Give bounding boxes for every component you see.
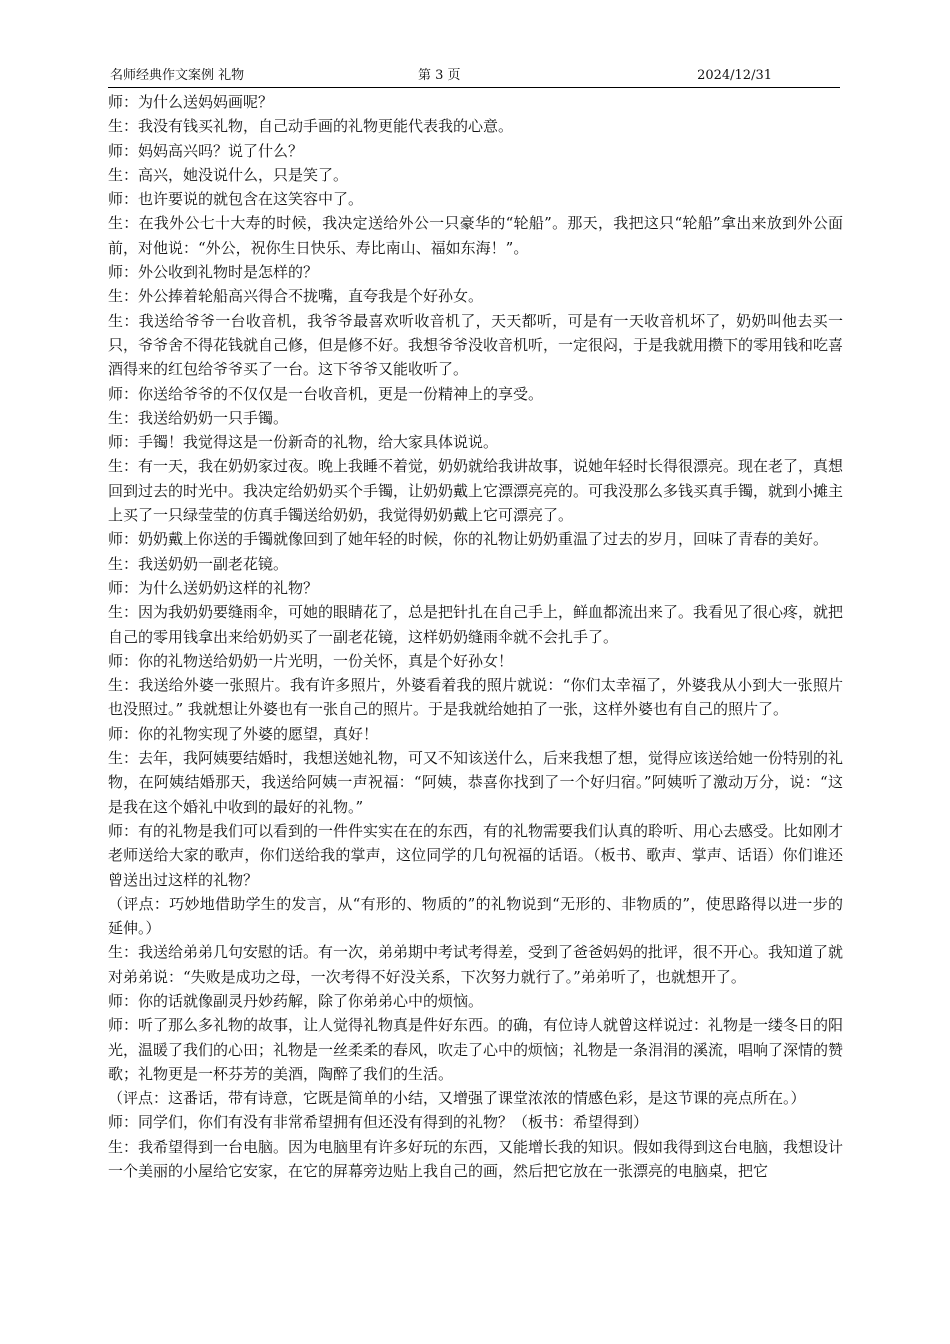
paragraph: 生：因为我奶奶要缝雨伞，可她的眼睛花了，总是把针扎在自己手上，鲜血都流出来了。我看见了很心疼，就把自己的零用钱拿出来给奶奶买了一副老花镜，这样奶奶缝雨伞就不会扎手了。 [108,603,844,646]
paragraph: 生：在我外公七十大寿的时候，我决定送给外公一只豪华的“轮船”。那天，我把这只“轮船”拿出来放到外公面前，对他说：“外公，祝你生日快乐、寿比南山、福如东海！”。 [108,214,843,257]
paragraph: 师：有的礼物是我们可以看到的一件件实实在在的东西，有的礼物需要我们认真的聆听、用心去感受。比如刚才老师送给大家的歌声，你们送给我的掌声，这位同学的几句祝福的话语。（板书、歌声、掌声、话语）你们谁还曾送出过这样的礼物？ [108,821,844,889]
paragraph: 师：你的礼物实现了外婆的愿望，真好！ [108,724,379,743]
paragraph: 生：我没有钱买礼物，自己动手画的礼物更能代表我的心意。 [108,117,514,136]
paragraph: 生：外公捧着轮船高兴得合不拢嘴，直夸我是个好孙女。 [108,287,484,306]
paragraph: 生：我送奶奶一副老花镜。 [108,554,289,573]
paragraph: 生：我送给爷爷一台收音机，我爷爷最喜欢听收音机了，天天都听，可是有一天收音机坏了，奶奶叫他去买一只，爷爷舍不得花钱就自己修，但是修不好。我想爷爷没收音机听，一定很闷，于是我就用攒下的零用钱和吃喜酒得来的红包给爷爷买了一台。这下爷爷又能收听了。 [108,311,844,379]
paragraph: 生：有一天，我在奶奶家过夜。晚上我睡不着觉，奶奶就给我讲故事，说她年轻时长得很漂亮。现在老了，真想回到过去的时光中。我决定给奶奶买个手镯，让奶奶戴上它漂漂亮亮的。可我没那么多钱买真手镯，就到小摊主上买了一只绿莹莹的仿真手镯送给奶奶，我觉得奶奶戴上它可漂亮了。 [108,457,844,525]
paragraph: 师：奶奶戴上你送的手镯就像回到了她年轻的时候，你的礼物让奶奶重温了过去的岁月，回味了青春的美好。 [108,530,829,549]
paragraph: 生：我送给奶奶一只手镯。 [108,408,289,427]
paragraph: 师：妈妈高兴吗？说了什么？ [108,141,304,160]
paragraph: 师：你的话就像副灵丹妙药解，除了你弟弟心中的烦恼。 [108,991,484,1010]
paragraph: 师：手镯！我觉得这是一份新奇的礼物，给大家具体说说。 [108,433,499,452]
header-title: 名师经典作文案例 礼物 [110,68,245,83]
paragraph: 师：听了那么多礼物的故事，让人觉得礼物真是件好东西。的确，有位诗人就曾这样说过：礼物是一缕冬日的阳光，温暖了我们的心田；礼物是一丝柔柔的春风，吹走了心中的烦恼；礼物是一条涓涓的溪流，唱响了深情的赞歌；礼物更是一杯芬芳的美酒，陶醉了我们的生活。 [108,1016,844,1083]
paragraph: 生：我希望得到一台电脑。因为电脑里有许多好玩的东西，又能增长我的知识。假如我得到这台电脑，我想设计一个美丽的小屋给它安家，在它的屏幕旁边贴上我自己的画，然后把它放在一张漂亮的电脑桌，把它 [108,1137,844,1181]
paragraph: 师：为什么送妈妈画呢？ [108,93,274,111]
paragraph: 师：同学们，你们有没有非常希望拥有但还没有得到的礼物？（板书：希望得到） [108,1113,649,1132]
paragraph: 生：我送给弟弟几句安慰的话。有一次，弟弟期中考试考得差，受到了爸爸妈妈的批评，很不开心。我知道了就对弟弟说：“失败是成功之母，一次考得不好没关系，下次努力就行了。”弟弟听了，也就想开了。 [108,943,844,986]
paragraph: 师：你送给爷爷的不仅仅是一台收音机，更是一份精神上的享受。 [108,384,544,403]
page-header [108,67,840,88]
paragraph: 师：你的礼物送给奶奶一片光明，一份关怀，真是个好孙女！ [108,651,514,670]
header-page-number: 第 3 页 [418,68,461,83]
paragraph: 师：也许要说的就包含在这笑容中了。 [108,190,364,209]
paragraph: 师：为什么送奶奶这样的礼物？ [108,578,319,597]
paragraph: 生：高兴，她没说什么，只是笑了。 [108,165,349,184]
paragraph: 生：我送给外婆一张照片。我有许多照片，外婆看着我的照片就说：“你们太幸福了，外婆我从小到大一张照片也没照过。” 我就想让外婆也有一张自己的照片。于是我就给她拍了一张，这样外婆也有自己的照片了。 [108,676,843,719]
header-date: 2024/12/31 [697,68,772,83]
paragraph: 生：去年，我阿姨要结婚时，我想送她礼物，可又不知该送什么，后来我想了想，觉得应该送给她一份特别的礼物，在阿姨结婚那天，我送给阿姨一声祝福：“阿姨，恭喜你找到了一个好归宿。”阿姨听了激动万分，说：“这是我在这个婚礼中收到的最好的礼物。” [108,749,844,816]
document-body [108,90,843,1183]
paragraph: （评点：巧妙地借助学生的发言，从“有形的、物质的”的礼物说到“无形的、非物质的”，使思路得以进一步的延伸。） [108,894,843,938]
paragraph: （评点：这番话，带有诗意，它既是简单的小结，又增强了课堂浓浓的情感色彩，是这节课的亮点所在。） [108,1089,806,1108]
paragraph: 师：外公收到礼物时是怎样的？ [108,263,319,282]
